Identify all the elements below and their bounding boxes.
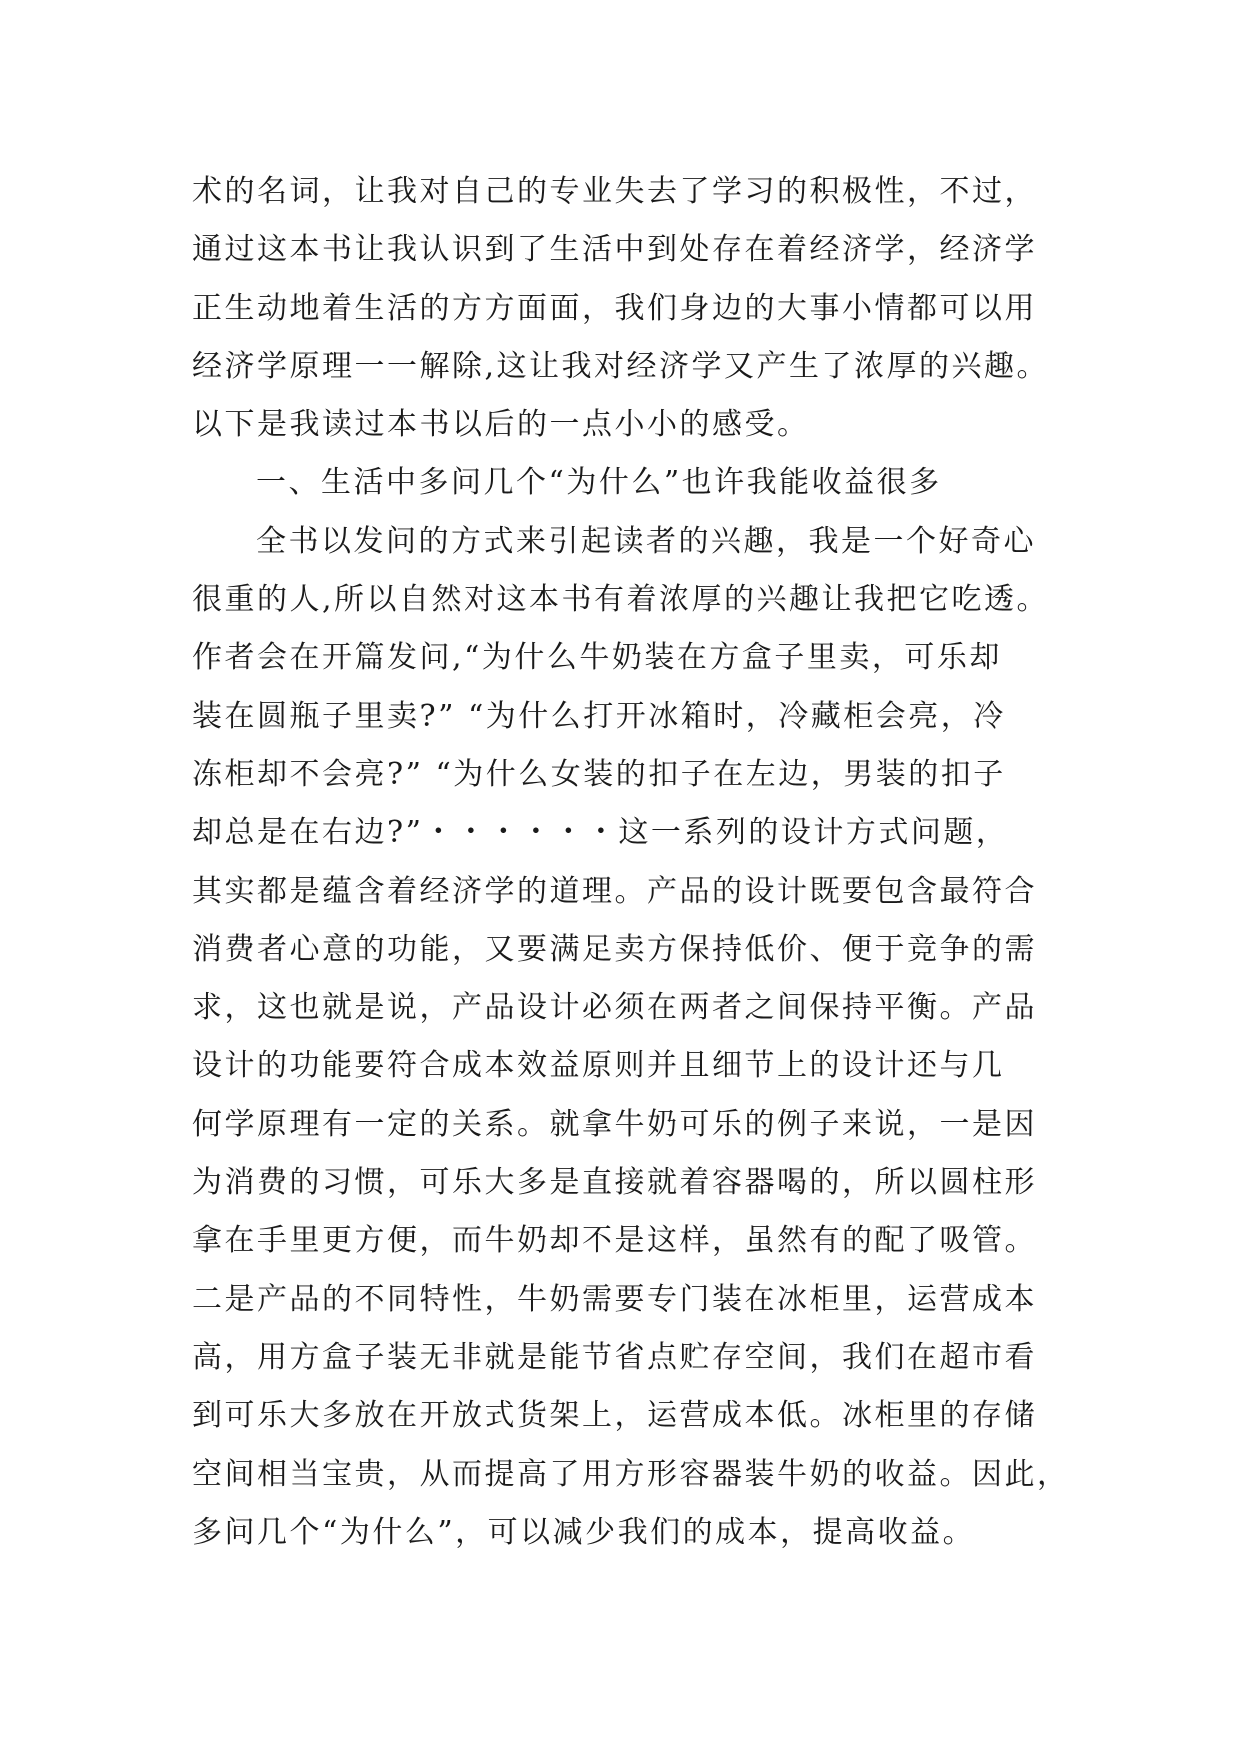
text-line: 经济学原理一一解除,这让我对经济学又产生了浓厚的兴趣。 <box>192 348 1050 384</box>
text-line: 何学原理有一定的关系。就拿牛奶可乐的例子来说，一是因 <box>192 1106 1037 1142</box>
text-line: 术的名词，让我对自己的专业失去了学习的积极性，不过， <box>192 174 1037 209</box>
text-line: 设计的功能要符合成本效益原则并且细节上的设计还与几 <box>192 1048 1005 1084</box>
body-text <box>192 163 1070 1562</box>
text-line: 空间相当宝贵，从而提高了用方形容器装牛奶的收益。因此， <box>192 1456 1070 1492</box>
text-line: 拿在手里更方便，而牛奶却不是这样，虽然有的配了吸管。 <box>192 1223 1037 1259</box>
text-line: 通过这本书让我认识到了生活中到处存在着经济学，经济学 <box>192 232 1037 268</box>
text-line: 为消费的习惯，可乐大多是直接就着容器喝的，所以圆柱形 <box>192 1165 1037 1201</box>
text-line: 装在圆瓶子里卖?” “为什么打开冰箱时，冷藏柜会亮，冷 <box>192 698 1006 734</box>
text-line: 却总是在右边?”・・・・・・这一系列的设计方式问题， <box>192 815 1009 851</box>
text-line: 正生动地着生活的方方面面，我们身边的大事小情都可以用 <box>192 290 1037 326</box>
text-line: 二是产品的不同特性，牛奶需要专门装在冰柜里，运营成本 <box>192 1281 1037 1317</box>
indented-text-line: 全书以发问的方式来引起读者的兴趣，我是一个好奇心 <box>256 523 1036 559</box>
text-line: 其实都是蕴含着经济学的道理。产品的设计既要包含最符合 <box>192 873 1037 909</box>
indented-text-line: 一、生活中多问几个“为什么”也许我能收益很多 <box>256 465 942 501</box>
text-line: 作者会在开篇发问,“为什么牛奶装在方盒子里卖，可乐却 <box>192 640 1002 676</box>
text-line: 求，这也就是说，产品设计必须在两者之间保持平衡。产品 <box>192 990 1037 1026</box>
text-line: 很重的人,所以自然对这本书有着浓厚的兴趣让我把它吃透。 <box>192 582 1050 618</box>
text-line: 以下是我读过本书以后的一点小小的感受。 <box>192 407 810 443</box>
text-line: 消费者心意的功能，又要满足卖方保持低价、便于竞争的需 <box>192 931 1037 967</box>
text-line: 高，用方盒子装无非就是能节省点贮存空间，我们在超市看 <box>192 1339 1037 1375</box>
text-line: 冻柜却不会亮?” “为什么女装的扣子在左边，男装的扣子 <box>192 756 1006 792</box>
text-line: 到可乐大多放在开放式货架上，运营成本低。冰柜里的存储 <box>192 1398 1037 1434</box>
text-line: 多问几个“为什么”，可以减少我们的成本，提高收益。 <box>192 1514 976 1550</box>
